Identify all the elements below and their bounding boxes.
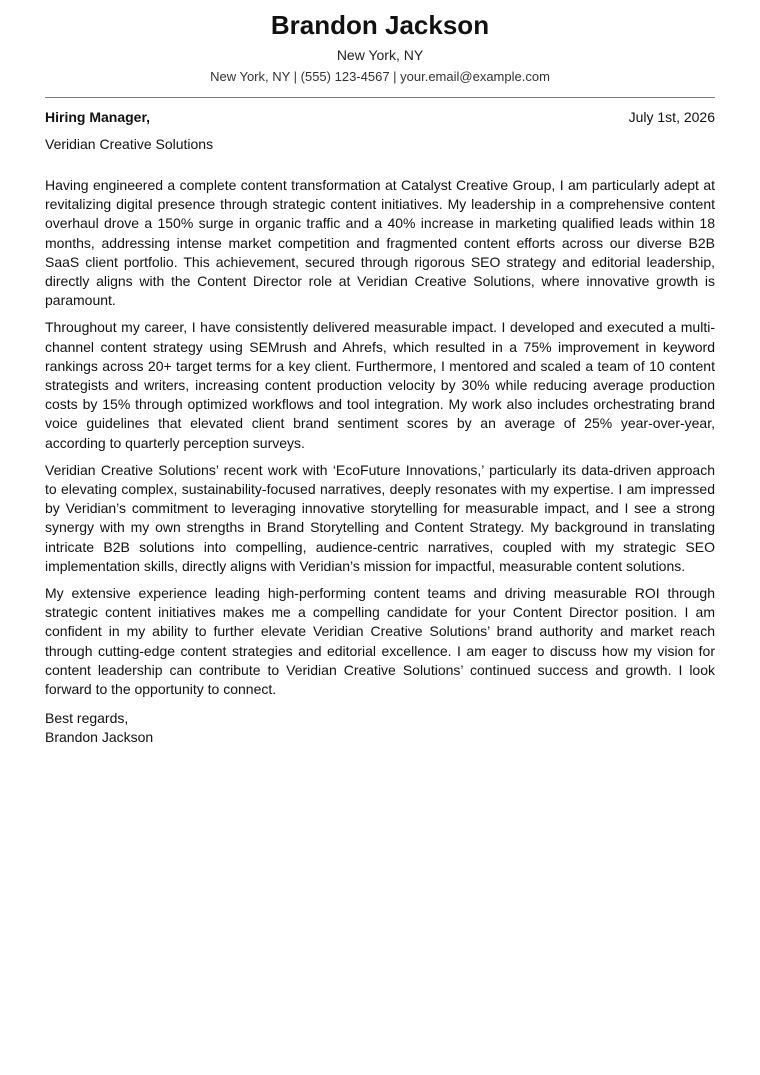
header-divider (45, 97, 715, 98)
body-paragraph-1: Having engineered a complete content transformation at Catalyst Creative Group, I am particularly adept at revitalizing digital presence through strategic content initiatives. My leadership in a comprehensive content overhaul drove a 150% surge in organic traffic and a 40% increase in marketing qualified leads within 18 months, addressing intense market competition and fragmented content efforts across our diverse B2B SaaS client portfolio. This achievement, secured through rigorous SEO strategy and editorial leadership, directly aligns with the Content Director role at Veridian Creative Solutions, where innovative growth is paramount. (45, 177, 715, 309)
applicant-contact-line: New York, NY | (555) 123-4567 | your.email@example.com (210, 69, 550, 84)
applicant-location: New York, NY (336, 47, 424, 63)
closing-signature: Brandon Jackson (45, 729, 154, 746)
applicant-name: Brandon Jackson (270, 10, 490, 40)
letter-date: July 1st, 2026 (628, 109, 715, 125)
letter-body (45, 176, 715, 699)
letter-header (45, 0, 715, 85)
body-paragraph-3: Veridian Creative Solutions’ recent work with ‘EcoFuture Innovations,’ particularly its data-driven approach to elevating complex, sustainability-focused narratives, deeply resonates with my expertise. I am impressed by Veridian’s commitment to leveraging innovative storytelling for measurable impact, and I see a strong synergy with my own strengths in Brand Storytelling and Content Strategy. My background in translating intricate B2B solutions into compelling, audience-centric narratives, coupled with my strategic SEO implementation skills, directly aligns with Veridian’s mission for impactful, measurable content solutions. (45, 461, 715, 574)
recipient-greeting: Hiring Manager, (45, 109, 151, 125)
recipient-company: Veridian Creative Solutions (45, 136, 214, 152)
letter-closing (45, 709, 715, 747)
body-paragraph-2: Throughout my career, I have consistently delivered measurable impact. I developed and executed a multi-channel content strategy using SEMrush and Ahrefs, which resulted in a 75% improvement in keyword rankings across 20+ target terms for a key client. Furthermore, I mentored and scaled a team of 10 content strategists and writers, increasing content production velocity by 30% while reducing average production costs by 15% through optimized workflows and tool integration. My work also includes orchestrating brand voice guidelines that elevated client brand sentiment scores by an average of 25% year-over-year, according to quarterly perception surveys. (45, 319, 715, 451)
recipient-date-row (45, 108, 715, 126)
closing-salutation: Best regards, (45, 710, 129, 727)
body-paragraph-4: My extensive experience leading high-performing content teams and driving measurable ROI through strategic content initiatives makes me a compelling candidate for your Content Director position. I am confident in my ability to further elevate Veridian Creative Solutions’ brand authority and market reach through cutting-edge content strategies and editorial excellence. I am eager to discuss how my vision for content leadership can contribute to Veridian Creative Solutions’ continued success and growth. I look forward to the opportunity to connect. (45, 585, 715, 698)
